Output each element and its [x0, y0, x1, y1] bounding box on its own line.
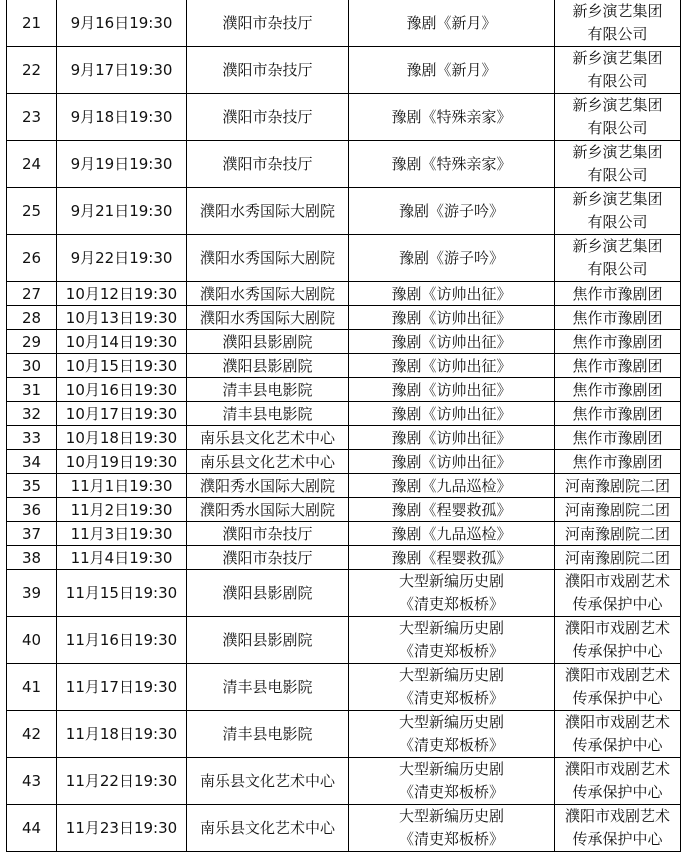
program-line: 豫剧《程婴救孤》 — [391, 548, 512, 567]
program-line: 豫剧《新月》 — [406, 13, 497, 32]
program-line: 《清吏郑板桥》 — [398, 642, 504, 660]
performance-time-cell: 10月13日19:30 — [57, 306, 187, 330]
venue-cell: 清丰县电影院 — [187, 664, 349, 711]
table-row — [7, 546, 681, 570]
troupe-line: 新乡演艺集团 — [572, 96, 663, 114]
venue-cell: 南乐县文化艺术中心 — [187, 450, 349, 474]
program-line: 豫剧《新月》 — [406, 60, 497, 79]
row-number-cell: 31 — [7, 378, 57, 402]
table-row — [7, 570, 681, 617]
row-number-cell: 33 — [7, 426, 57, 450]
program-line: 豫剧《九品巡检》 — [391, 476, 512, 495]
venue-cell: 濮阳市杂技厅 — [187, 94, 349, 141]
performance-time-cell: 11月22日19:30 — [57, 758, 187, 805]
troupe-line: 传承保护中心 — [572, 736, 663, 754]
row-number-cell: 21 — [7, 0, 57, 47]
table-row — [7, 474, 681, 498]
row-number-cell: 42 — [7, 711, 57, 758]
row-number-cell: 30 — [7, 354, 57, 378]
table-row — [7, 498, 681, 522]
table-row — [7, 188, 681, 235]
troupe-cell — [555, 664, 681, 711]
troupe-cell — [555, 378, 681, 402]
troupe-line: 传承保护中心 — [572, 783, 663, 801]
performance-time-cell: 11月3日19:30 — [57, 522, 187, 546]
troupe-line: 焦作市豫剧团 — [572, 404, 663, 423]
table-row — [7, 758, 681, 805]
program-cell — [349, 426, 555, 450]
venue-cell: 濮阳市杂技厅 — [187, 141, 349, 188]
table-row — [7, 47, 681, 94]
troupe-line: 传承保护中心 — [572, 642, 663, 660]
program-line: 豫剧《访帅出征》 — [391, 284, 512, 303]
troupe-line: 新乡演艺集团 — [572, 190, 663, 208]
program-line: 豫剧《特殊亲家》 — [391, 154, 512, 173]
program-line: 豫剧《特殊亲家》 — [391, 107, 512, 126]
performance-time-cell: 11月23日19:30 — [57, 805, 187, 852]
program-line: 大型新编历史剧 — [398, 807, 504, 825]
program-line: 豫剧《程婴救孤》 — [391, 500, 512, 519]
troupe-line: 河南豫剧院二团 — [564, 476, 670, 495]
table-row — [7, 522, 681, 546]
program-line: 大型新编历史剧 — [398, 619, 504, 637]
performance-time-cell: 11月15日19:30 — [57, 570, 187, 617]
troupe-cell — [555, 805, 681, 852]
venue-cell: 濮阳水秀国际大剧院 — [187, 306, 349, 330]
performance-time-cell: 10月16日19:30 — [57, 378, 187, 402]
troupe-cell — [555, 617, 681, 664]
performance-time-cell: 11月2日19:30 — [57, 498, 187, 522]
performance-time-cell: 10月12日19:30 — [57, 282, 187, 306]
program-cell — [349, 47, 555, 94]
troupe-line: 传承保护中心 — [572, 595, 663, 613]
row-number-cell: 36 — [7, 498, 57, 522]
program-line: 豫剧《访帅出征》 — [391, 356, 512, 375]
performance-time-cell: 10月14日19:30 — [57, 330, 187, 354]
venue-cell: 濮阳水秀国际大剧院 — [187, 235, 349, 282]
program-line: 大型新编历史剧 — [398, 713, 504, 731]
performance-time-cell: 10月15日19:30 — [57, 354, 187, 378]
troupe-line: 焦作市豫剧团 — [572, 308, 663, 327]
row-number-cell: 43 — [7, 758, 57, 805]
troupe-cell — [555, 498, 681, 522]
program-line: 《清吏郑板桥》 — [398, 783, 504, 801]
troupe-line: 有限公司 — [587, 260, 648, 278]
row-number-cell: 32 — [7, 402, 57, 426]
troupe-line: 有限公司 — [587, 213, 648, 231]
troupe-line: 河南豫剧院二团 — [564, 500, 670, 519]
row-number-cell: 28 — [7, 306, 57, 330]
program-line: 《清吏郑板桥》 — [398, 595, 504, 613]
troupe-cell — [555, 282, 681, 306]
program-line: 豫剧《访帅出征》 — [391, 428, 512, 447]
table-row — [7, 664, 681, 711]
table-row — [7, 330, 681, 354]
troupe-cell — [555, 522, 681, 546]
troupe-cell — [555, 188, 681, 235]
troupe-cell — [555, 474, 681, 498]
row-number-cell: 34 — [7, 450, 57, 474]
performance-schedule-table — [6, 0, 681, 852]
venue-cell: 濮阳县影剧院 — [187, 570, 349, 617]
venue-cell: 濮阳市杂技厅 — [187, 522, 349, 546]
troupe-cell — [555, 141, 681, 188]
row-number-cell: 25 — [7, 188, 57, 235]
troupe-line: 新乡演艺集团 — [572, 49, 663, 67]
troupe-line: 焦作市豫剧团 — [572, 284, 663, 303]
row-number-cell: 27 — [7, 282, 57, 306]
program-cell — [349, 94, 555, 141]
troupe-cell — [555, 94, 681, 141]
row-number-cell: 22 — [7, 47, 57, 94]
program-line: 豫剧《访帅出征》 — [391, 308, 512, 327]
row-number-cell: 24 — [7, 141, 57, 188]
troupe-line: 焦作市豫剧团 — [572, 380, 663, 399]
performance-time-cell: 9月22日19:30 — [57, 235, 187, 282]
troupe-line: 濮阳市戏剧艺术 — [564, 572, 670, 590]
troupe-cell — [555, 47, 681, 94]
performance-time-cell: 9月16日19:30 — [57, 0, 187, 47]
row-number-cell: 26 — [7, 235, 57, 282]
program-line: 大型新编历史剧 — [398, 760, 504, 778]
table-row — [7, 141, 681, 188]
table-row — [7, 426, 681, 450]
schedule-body — [7, 0, 681, 852]
troupe-line: 新乡演艺集团 — [572, 237, 663, 255]
program-cell — [349, 546, 555, 570]
venue-cell: 濮阳水秀国际大剧院 — [187, 188, 349, 235]
performance-time-cell: 11月1日19:30 — [57, 474, 187, 498]
program-line: 《清吏郑板桥》 — [398, 830, 504, 848]
venue-cell: 濮阳县影剧院 — [187, 330, 349, 354]
troupe-cell — [555, 402, 681, 426]
performance-time-cell: 10月19日19:30 — [57, 450, 187, 474]
venue-cell: 南乐县文化艺术中心 — [187, 805, 349, 852]
program-cell — [349, 378, 555, 402]
troupe-cell — [555, 711, 681, 758]
venue-cell: 濮阳市杂技厅 — [187, 546, 349, 570]
program-line: 豫剧《游子吟》 — [398, 201, 504, 220]
row-number-cell: 29 — [7, 330, 57, 354]
venue-cell: 清丰县电影院 — [187, 711, 349, 758]
venue-cell: 濮阳水秀国际大剧院 — [187, 282, 349, 306]
program-cell — [349, 758, 555, 805]
program-line: 豫剧《访帅出征》 — [391, 452, 512, 471]
troupe-line: 濮阳市戏剧艺术 — [564, 666, 670, 684]
table-row — [7, 94, 681, 141]
performance-time-cell: 11月16日19:30 — [57, 617, 187, 664]
troupe-cell — [555, 330, 681, 354]
performance-time-cell: 10月17日19:30 — [57, 402, 187, 426]
performance-time-cell: 9月21日19:30 — [57, 188, 187, 235]
program-cell — [349, 402, 555, 426]
performance-time-cell: 9月19日19:30 — [57, 141, 187, 188]
table-row — [7, 306, 681, 330]
row-number-cell: 44 — [7, 805, 57, 852]
troupe-cell — [555, 235, 681, 282]
table-row — [7, 282, 681, 306]
table-row — [7, 402, 681, 426]
troupe-cell — [555, 450, 681, 474]
troupe-line: 濮阳市戏剧艺术 — [564, 619, 670, 637]
venue-cell: 濮阳秀水国际大剧院 — [187, 498, 349, 522]
performance-time-cell: 9月18日19:30 — [57, 94, 187, 141]
troupe-line: 焦作市豫剧团 — [572, 428, 663, 447]
program-line: 豫剧《访帅出征》 — [391, 404, 512, 423]
program-cell — [349, 354, 555, 378]
troupe-line: 有限公司 — [587, 72, 648, 90]
troupe-line: 焦作市豫剧团 — [572, 332, 663, 351]
troupe-line: 濮阳市戏剧艺术 — [564, 807, 670, 825]
venue-cell: 濮阳市杂技厅 — [187, 47, 349, 94]
troupe-cell — [555, 758, 681, 805]
program-line: 大型新编历史剧 — [398, 666, 504, 684]
row-number-cell: 23 — [7, 94, 57, 141]
program-line: 大型新编历史剧 — [398, 572, 504, 590]
program-cell — [349, 498, 555, 522]
troupe-cell — [555, 546, 681, 570]
table-row — [7, 450, 681, 474]
program-cell — [349, 330, 555, 354]
program-cell — [349, 188, 555, 235]
table-row — [7, 378, 681, 402]
table-row — [7, 617, 681, 664]
performance-time-cell: 11月18日19:30 — [57, 711, 187, 758]
performance-time-cell: 10月18日19:30 — [57, 426, 187, 450]
program-cell — [349, 474, 555, 498]
program-cell — [349, 0, 555, 47]
venue-cell: 清丰县电影院 — [187, 402, 349, 426]
program-cell — [349, 522, 555, 546]
program-line: 《清吏郑板桥》 — [398, 736, 504, 754]
program-cell — [349, 235, 555, 282]
program-cell — [349, 617, 555, 664]
troupe-line: 河南豫剧院二团 — [564, 524, 670, 543]
performance-time-cell: 11月4日19:30 — [57, 546, 187, 570]
program-cell — [349, 450, 555, 474]
troupe-line: 有限公司 — [587, 25, 648, 43]
troupe-line: 河南豫剧院二团 — [564, 548, 670, 567]
troupe-cell — [555, 306, 681, 330]
performance-time-cell: 11月17日19:30 — [57, 664, 187, 711]
venue-cell: 濮阳县影剧院 — [187, 617, 349, 664]
row-number-cell: 40 — [7, 617, 57, 664]
table-row — [7, 235, 681, 282]
program-cell — [349, 570, 555, 617]
venue-cell: 南乐县文化艺术中心 — [187, 426, 349, 450]
venue-cell: 濮阳市杂技厅 — [187, 0, 349, 47]
program-line: 《清吏郑板桥》 — [398, 689, 504, 707]
troupe-line: 新乡演艺集团 — [572, 2, 663, 20]
troupe-line: 新乡演艺集团 — [572, 143, 663, 161]
venue-cell: 清丰县电影院 — [187, 378, 349, 402]
table-row — [7, 0, 681, 47]
program-line: 豫剧《九品巡检》 — [391, 524, 512, 543]
troupe-cell — [555, 426, 681, 450]
troupe-cell — [555, 354, 681, 378]
troupe-cell — [555, 0, 681, 47]
venue-cell: 濮阳县影剧院 — [187, 354, 349, 378]
program-cell — [349, 805, 555, 852]
table-row — [7, 805, 681, 852]
venue-cell: 南乐县文化艺术中心 — [187, 758, 349, 805]
row-number-cell: 38 — [7, 546, 57, 570]
table-row — [7, 354, 681, 378]
troupe-line: 焦作市豫剧团 — [572, 356, 663, 375]
program-cell — [349, 664, 555, 711]
row-number-cell: 41 — [7, 664, 57, 711]
table-row — [7, 711, 681, 758]
row-number-cell: 39 — [7, 570, 57, 617]
troupe-line: 传承保护中心 — [572, 830, 663, 848]
program-cell — [349, 711, 555, 758]
row-number-cell: 35 — [7, 474, 57, 498]
troupe-line: 焦作市豫剧团 — [572, 452, 663, 471]
performance-time-cell: 9月17日19:30 — [57, 47, 187, 94]
troupe-line: 濮阳市戏剧艺术 — [564, 713, 670, 731]
program-line: 豫剧《访帅出征》 — [391, 380, 512, 399]
troupe-cell — [555, 570, 681, 617]
program-line: 豫剧《访帅出征》 — [391, 332, 512, 351]
row-number-cell: 37 — [7, 522, 57, 546]
program-cell — [349, 306, 555, 330]
troupe-line: 传承保护中心 — [572, 689, 663, 707]
troupe-line: 濮阳市戏剧艺术 — [564, 760, 670, 778]
program-line: 豫剧《游子吟》 — [398, 248, 504, 267]
program-cell — [349, 141, 555, 188]
program-cell — [349, 282, 555, 306]
troupe-line: 有限公司 — [587, 119, 648, 137]
troupe-line: 有限公司 — [587, 166, 648, 184]
venue-cell: 濮阳秀水国际大剧院 — [187, 474, 349, 498]
